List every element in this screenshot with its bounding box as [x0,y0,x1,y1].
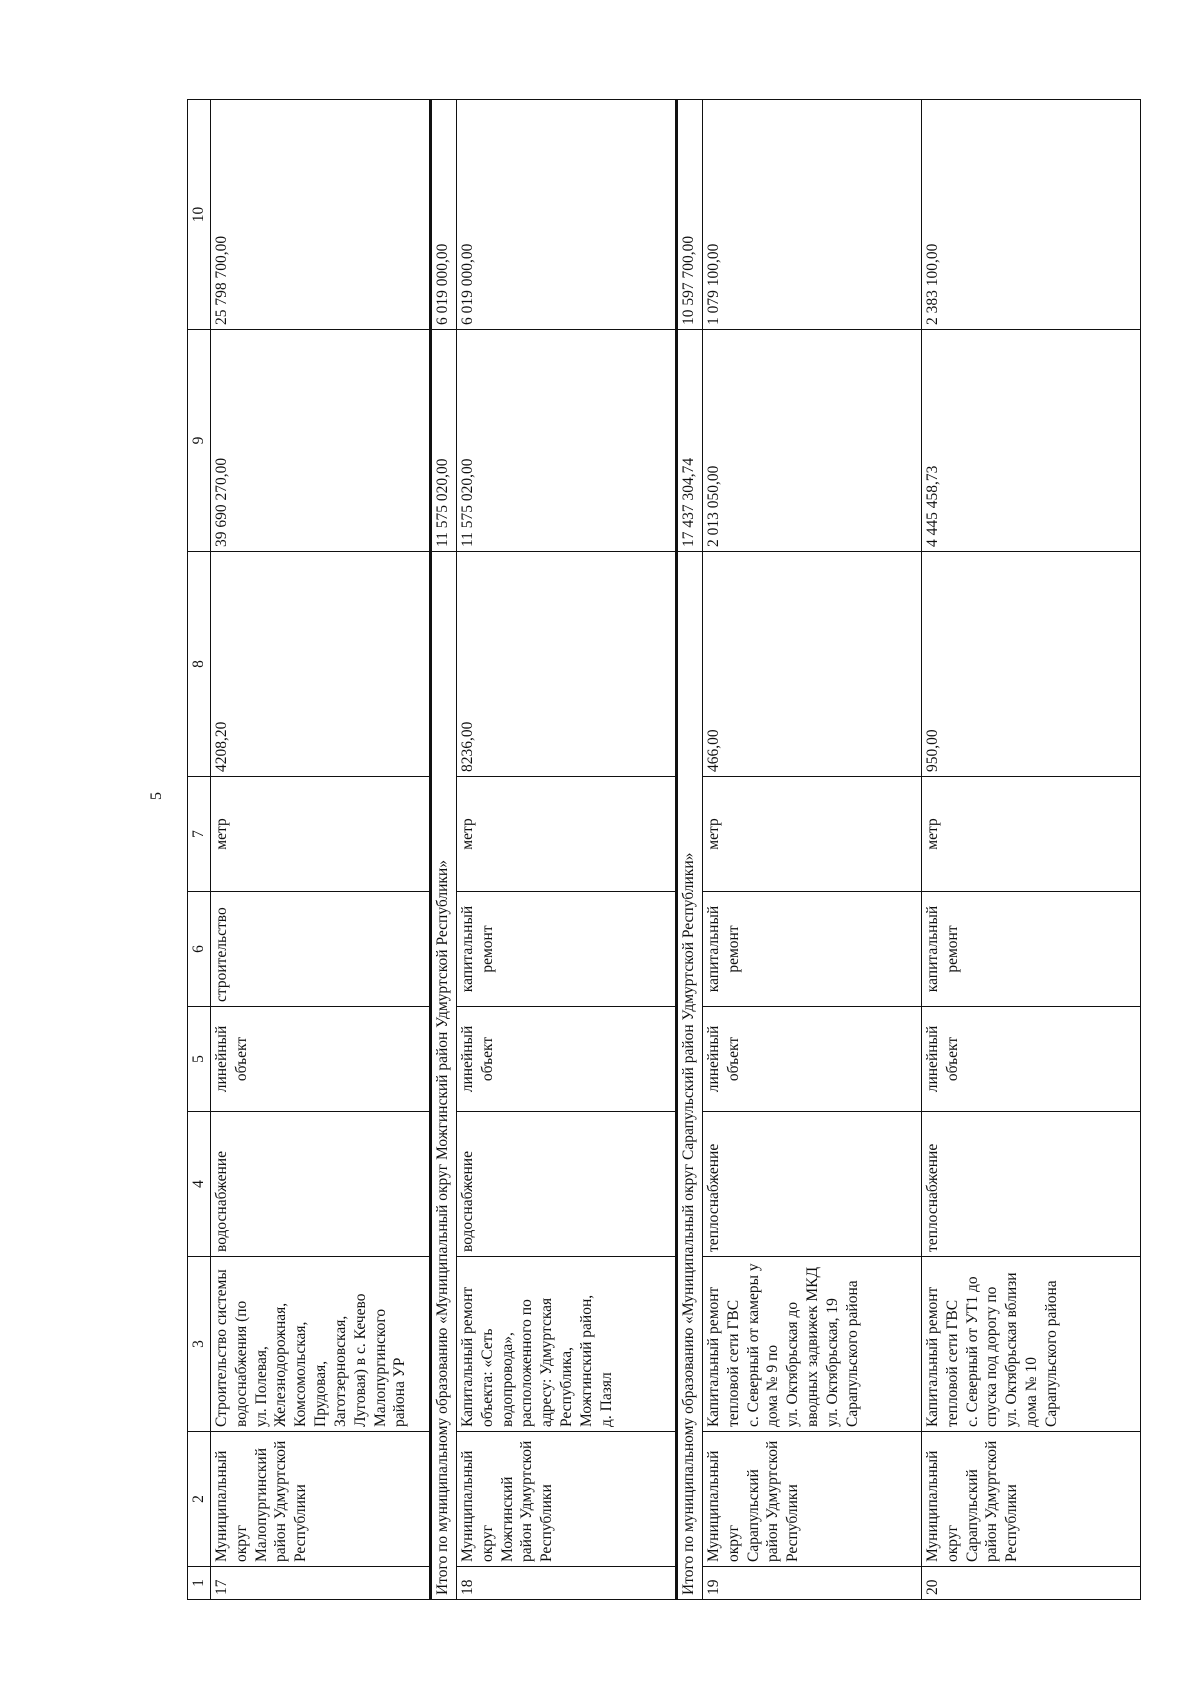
table-row-20 [922,100,1141,1600]
header-cell: 6 [188,892,211,1007]
header-cell: 4 [188,1112,211,1257]
header-cell: 8 [188,552,211,777]
total-row-mozhga [431,100,457,1600]
table-row-19 [703,100,922,1600]
cell-number: 18 [457,1567,677,1600]
cell-number: 19 [703,1567,922,1600]
cell-municipality: Муниципальный округ Малопургинский район Удмуртской Республики [211,1432,431,1567]
total-cost: 17 437 304,74 [677,330,703,552]
cell-utility-type: водоснабжение [457,1112,677,1257]
cell-utility-type: теплоснабжение [922,1112,1141,1257]
cell-total-cost: 39 690 270,00 [211,330,431,552]
total-cost: 11 575 020,00 [431,330,457,552]
cell-subsidy: 2 383 100,00 [922,100,1141,330]
cell-number: 20 [922,1567,1141,1600]
cell-unit: метр [211,777,431,892]
cell-subsidy: 6 019 000,00 [457,100,677,330]
header-cell: 3 [188,1257,211,1432]
cell-work-type: строительство [211,892,431,1007]
cell-object-type: линейный объект [457,1007,677,1112]
cell-subsidy: 25 798 700,00 [211,100,431,330]
cell-number: 17 [211,1567,431,1600]
cell-object-name: Капитальный ремонт тепловой сети ГВС с. Северный от УТ1 до спуска под дорогу по ул. Октябрьская вблизи дома № 10 Сарапульского района [922,1257,1141,1432]
table-row-18 [457,100,677,1600]
header-row [188,100,211,1600]
cell-object-type: линейный объект [922,1007,1141,1112]
header-cell: 9 [188,330,211,552]
cell-object-type: линейный объект [211,1007,431,1112]
cell-quantity: 4208,20 [211,552,431,777]
total-subsidy: 6 019 000,00 [431,100,457,330]
cell-quantity: 950,00 [922,552,1141,777]
cell-municipality: Муниципальный округ Сарапульский район Удмуртской Республики [703,1432,922,1567]
total-subsidy: 10 597 700,00 [677,100,703,330]
total-label: Итого по муниципальному образованию «Муниципальный округ Можгинский район Удмуртской Республики» [431,552,457,1600]
total-row-sarapul [677,100,703,1600]
rotated-table-container [187,0,1087,1600]
cell-unit: метр [922,777,1141,892]
cell-work-type: капитальный ремонт [457,892,677,1007]
cell-object-name: Строительство системы водоснабжения (по ул. Полевая, Железнодорожная, Комсомольская, Прудовая, Заготзерновская, Луговая) в с. Кечево Малопургинского района УР [211,1257,431,1432]
page-number: 5 [148,792,165,800]
cell-unit: метр [457,777,677,892]
cell-total-cost: 2 013 050,00 [703,330,922,552]
cell-utility-type: водоснабжение [211,1112,431,1257]
cell-work-type: капитальный ремонт [922,892,1141,1007]
header-cell: 1 [188,1567,211,1600]
header-cell: 10 [188,100,211,330]
cell-object-type: линейный объект [703,1007,922,1112]
cell-total-cost: 4 445 458,73 [922,330,1141,552]
header-cell: 7 [188,777,211,892]
cell-subsidy: 1 079 100,00 [703,100,922,330]
cell-municipality: Муниципальный округ Можгинский район Удмуртской Республики [457,1432,677,1567]
cell-quantity: 466,00 [703,552,922,777]
header-cell: 2 [188,1432,211,1567]
cell-object-name: Капитальный ремонт объекта: «Сеть водопровода», расположенного по адресу: Удмуртская Республика, Можгинский район, д. Пазял [457,1257,677,1432]
header-cell: 5 [188,1007,211,1112]
cell-municipality: Муниципальный округ Сарапульский район Удмуртской Республики [922,1432,1141,1567]
projects-table [187,99,1141,1600]
cell-object-name: Капитальный ремонт тепловой сети ГВС с. Северный от камеры у дома № 9 по ул. Октябрьская до вводных задвижек МКД ул. Октябрьская, 19 Сарапульского района [703,1257,922,1432]
total-label: Итого по муниципальному образованию «Муниципальный округ Сарапульский район Удмуртской Республики» [677,552,703,1600]
cell-unit: метр [703,777,922,892]
table-row-17 [211,100,431,1600]
cell-quantity: 8236,00 [457,552,677,777]
cell-total-cost: 11 575 020,00 [457,330,677,552]
cell-work-type: капитальный ремонт [703,892,922,1007]
cell-utility-type: теплоснабжение [703,1112,922,1257]
